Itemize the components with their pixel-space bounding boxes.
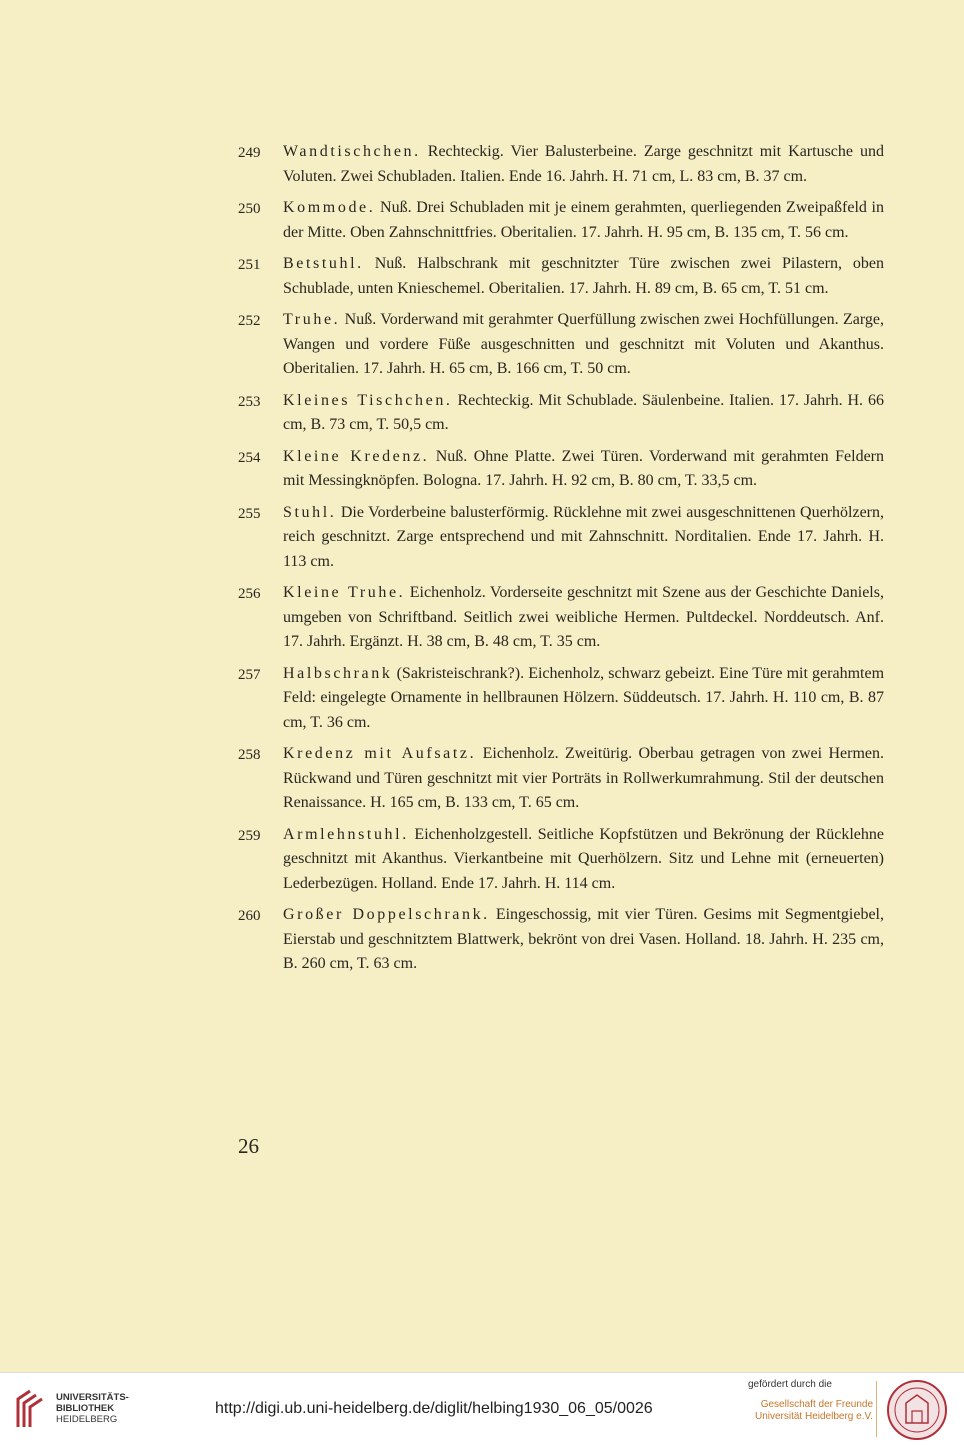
library-name-line: BIBLIOTHEK (56, 1403, 115, 1414)
entry-title: Kleine Truhe. (283, 584, 406, 601)
page-number: 26 (238, 1134, 259, 1158)
entry-number: 249 (238, 145, 261, 161)
entry-text: Eingeschossig, mit vier Türen. Gesims mit Segmentgiebel, Eierstab und geschnitztem Blattwerk, bekrönt von drei Vasen. Holland. 18. Jahrh. H. 235 cm, B. 260 cm, T. 63 cm. (283, 906, 884, 972)
entry-title: Truhe. (283, 311, 341, 328)
entry-title: Stuhl. (283, 503, 337, 521)
catalog-entry (238, 140, 884, 189)
entry-title: Wandtischchen. (283, 143, 421, 160)
permalink-url[interactable]: http://digi.ub.uni-heidelberg.de/diglit/helbing1930_06_05/0026 (215, 1400, 653, 1417)
entry-number: 255 (238, 505, 261, 522)
entry-title: Großer Doppelschrank. (283, 906, 490, 923)
entry-title: Kommode. (283, 199, 376, 216)
entry-text: Rechteckig. Vier Balusterbeine. Zarge geschnitzt mit Kartusche und Voluten. Zwei Schubladen. Italien. Ende 16. Jahrh. H. 71 cm, L. 83 cm, B. 37 cm. (283, 143, 885, 185)
catalog-entry (238, 742, 884, 816)
entry-number: 260 (238, 908, 261, 924)
catalog-entry (238, 823, 884, 897)
footer-divider (876, 1381, 877, 1437)
entry-text: Eichenholzgestell. Seitliche Kopfstützen und Bekrönung der Rücklehne geschnitzt mit Akanthus. Vierkantbeine mit Querhölzern. Sitz und Lehne mit (erneuerten) Lederbezügen. Holland. Ende 17. Jahrh. H. 114 cm. (283, 825, 885, 892)
catalog-entry (238, 252, 884, 301)
catalog-entry (238, 389, 884, 438)
catalog-entry (238, 903, 884, 977)
library-name-line: HEIDELBERG (56, 1414, 118, 1425)
entry-number: 253 (238, 393, 261, 410)
catalog-entry (238, 445, 884, 494)
entry-title: Kleines Tischchen. (283, 391, 453, 409)
entry-text: (Sakristeischrank?). Eichenholz, schwarz gebeizt. Eine Türe mit gerahmtem Feld: eingelegte Ornamente in hellbraunen Hölzern. Süddeutsch. 17. Jahrh. H. 110 cm, B. 87 cm, T. 36 cm. (283, 664, 885, 731)
sponsor-name-line: Universität Heidelberg e.V. (754, 1411, 873, 1422)
footer-bar (0, 1372, 964, 1445)
entry-text: Nuß. Drei Schubladen mit je einem gerahmten, querliegenden Zweipaßfeld in der Mitte. Oben Zahnschnittfries. Oberitalien. 17. Jahrh. H. 95 cm, B. 135 cm, T. 56 cm. (283, 199, 885, 241)
entry-title: Kredenz mit Aufsatz. (283, 745, 477, 762)
sponsor-name-line: Gesellschaft der Freunde (760, 1399, 873, 1410)
library-name-line: UNIVERSITÄTS- (56, 1392, 129, 1403)
entry-title: Betstuhl. (283, 255, 364, 272)
sponsor-label: gefördert durch die (748, 1379, 832, 1390)
catalog-entry (238, 196, 884, 245)
entry-number: 259 (238, 827, 261, 844)
entry-title: Armlehnstuhl. (283, 825, 409, 843)
library-logo-icon[interactable] (10, 1387, 50, 1431)
entry-text: Die Vorderbeine balusterförmig. Rücklehne mit zwei ausgeschnittenen Querhölzern, reich geschnitzt. Zarge entsprechend und mit Zahnschnitt. Norditalien. Ende 17. Jahrh. H. 113 cm. (283, 503, 885, 570)
library-name (56, 1392, 129, 1425)
entry-number: 256 (238, 586, 261, 602)
entry-text: Eichenholz. Zweitürig. Oberbau getragen von zwei Hermen. Rückwand und Türen geschnitzt mit vier Porträts in Rollwerkumrahmung. Stil der deutschen Renaissance. H. 165 cm, B. 133 cm, T. 65 cm. (283, 745, 885, 811)
entry-title: Halbschrank (283, 664, 393, 682)
catalog-entry (238, 501, 884, 575)
entry-text: Nuß. Halbschrank mit geschnitzter Türe zwischen zwei Pilastern, oben Schublade, unten Knieschemel. Oberitalien. 17. Jahrh. H. 89 cm, B. 65 cm, T. 51 cm. (283, 255, 885, 297)
entry-text: Eichenholz. Vorderseite geschnitzt mit Szene aus der Geschichte Daniels, umgeben von Schriftband. Seitlich zwei weibliche Hermen. Pultdeckel. Norddeutsch. Anf. 17. Jahrh. Ergänzt. H. 38 cm, B. 48 cm, T. 35 cm. (283, 584, 884, 650)
entry-text: Nuß. Vorderwand mit gerahmter Querfüllung zwischen zwei Hochfüllungen. Zarge, Wangen und vordere Füße ausgeschnitten und geschnitzt mit Voluten und Akanthus. Oberitalien. 17. Jahrh. H. 65 cm, B. 166 cm, T. 50 cm. (283, 311, 884, 377)
entry-number: 250 (238, 201, 261, 217)
entry-number: 251 (238, 257, 261, 273)
catalog-entries (238, 140, 884, 984)
university-seal-icon (886, 1379, 948, 1441)
sponsor-name[interactable] (745, 1399, 873, 1423)
entry-text: Rechteckig. Mit Schublade. Säulenbeine. Italien. 17. Jahrh. H. 66 cm, B. 73 cm, T. 50,5 cm. (283, 391, 885, 433)
entry-number: 258 (238, 747, 261, 763)
catalog-entry (238, 662, 884, 736)
entry-number: 254 (238, 449, 261, 466)
catalog-entry (238, 308, 884, 382)
entry-title: Kleine Kredenz. (283, 447, 430, 465)
entry-number: 252 (238, 313, 261, 329)
entry-number: 257 (238, 666, 261, 683)
entry-text: Nuß. Ohne Platte. Zwei Türen. Vorderwand mit gerahmten Feldern mit Messingknöpfen. Bologna. 17. Jahrh. H. 92 cm, B. 80 cm, T. 33,5 cm. (283, 447, 884, 489)
catalog-entry (238, 581, 884, 655)
